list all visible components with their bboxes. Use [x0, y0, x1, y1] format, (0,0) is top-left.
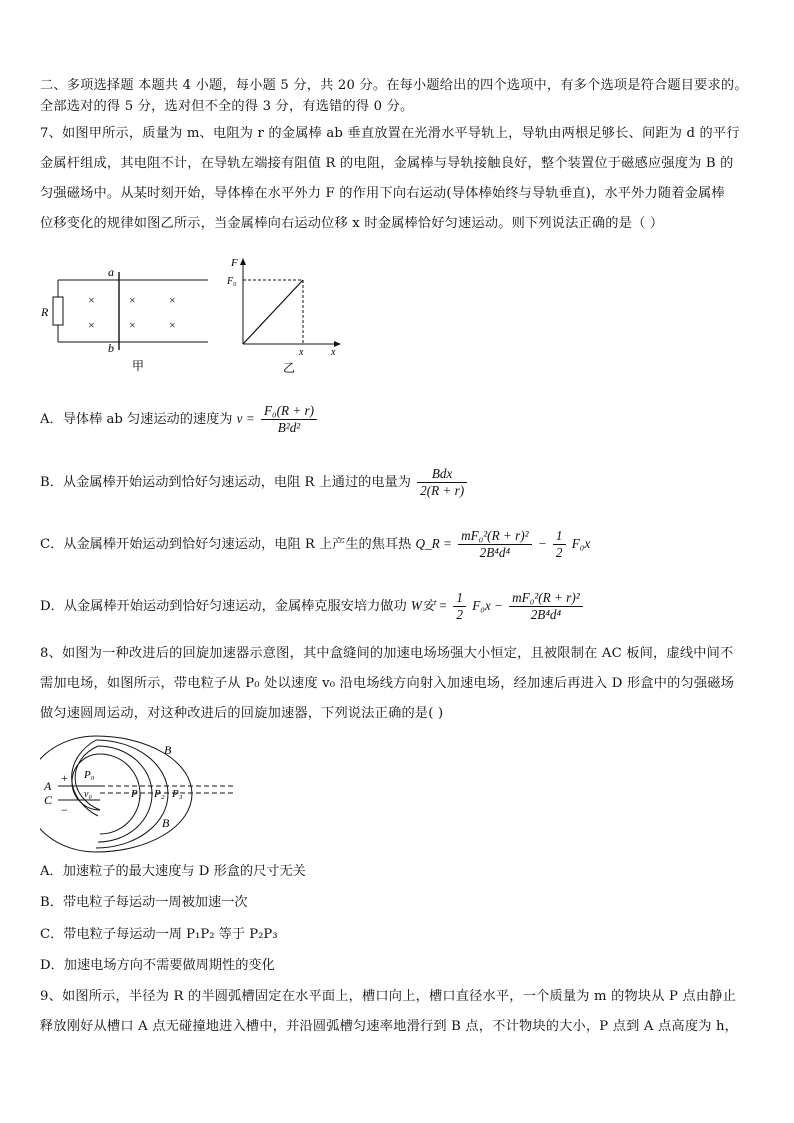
label-P3: P₃ — [172, 788, 183, 800]
q7-stem-line2: 金属杆组成，其电阻不计，在导轨左端接有阻值 R 的电阻，金属棒与导轨接触良好，整个装置位于磁感应强度为 B 的 — [40, 156, 734, 171]
q7-option-D-mid: F₀x − — [472, 598, 503, 613]
force-line — [243, 280, 303, 344]
label-B-top: B — [164, 743, 172, 757]
q7-option-B-denominator: 2(R + r) — [420, 483, 465, 498]
q8-option-B: B．带电粒子每运动一周被加速一次 — [40, 895, 248, 910]
q7-option-A — [40, 403, 319, 436]
section-instructions-line2: 全部选对的得 5 分，选对但不全的得 3 分，有选错的得 0 分。 — [40, 99, 414, 114]
label-B-bottom: B — [162, 816, 170, 830]
label-a: a — [108, 265, 114, 279]
q7-option-C-half-num: 1 — [553, 528, 566, 545]
q7-option-B-text: B．从金属棒开始运动到恰好匀速运动，电阻 R 上通过的电量为 — [40, 475, 411, 490]
q8-option-C: C．带电粒子每运动一周 P₁P₂ 等于 P₂P₃ — [40, 927, 278, 942]
q7-figure-jia — [38, 262, 218, 374]
label-P2: P₂ — [154, 788, 165, 800]
q7-option-A-numerator: F₀(R + r) — [261, 403, 317, 420]
q7-option-C-tail: F₀x — [571, 536, 591, 551]
q7-stem-line4: 位移变化的规律如图乙所示，当金属棒向右运动位移 x 时金属棒恰好匀速运动。则下列说法正确的是（ ） — [40, 216, 664, 231]
caption-jia: 甲 — [132, 359, 145, 373]
label-P1: P₁ — [131, 788, 142, 800]
q8-stem-line2: 需加电场，如图所示，带电粒子从 P₀ 处以速度 v₀ 沿电场线方向射入加速电场，经加速后再进入 D 形盒中的匀强磁场 — [40, 676, 735, 691]
q7-option-D-half-den: 2 — [456, 607, 464, 622]
q7-option-D — [40, 590, 585, 623]
q7-option-A-text: A．导体棒 ab 匀速运动的速度为 — [40, 412, 233, 427]
label-F0: F₀ — [227, 276, 237, 287]
svg-text:×: × — [88, 293, 95, 307]
q7-option-C-text: C．从金属棒开始运动到恰好匀速运动，电阻 R 上产生的焦耳热 — [40, 537, 412, 552]
q7-option-B-numerator: Bdx — [417, 466, 467, 483]
resistor-R — [53, 297, 63, 325]
q7-stem-line1: 7、如图甲所示，质量为 m、电阻为 r 的金属棒 ab 垂直放置在光滑水平导轨上，导轨由两根足够长、间距为 d 的平行 — [40, 126, 740, 141]
q8-option-A: A．加速粒子的最大速度与 D 形盒的尺寸无关 — [40, 864, 306, 879]
q7-option-C-numerator: mF₀²(R + r)² — [458, 528, 532, 545]
q8-stem-line3: 做匀速圆周运动，对这种改进后的回旋加速器，下列说法正确的是( ) — [40, 706, 444, 721]
q7-option-B — [40, 466, 469, 499]
q7-option-C-lhs: Q_R = — [415, 536, 452, 551]
q7-option-C-half-den: 2 — [555, 545, 563, 560]
q8-cyclotron-figure — [40, 732, 240, 860]
q7-option-A-lhs: v = — [236, 411, 255, 426]
q9-stem-line2: 释放刚好从槽口 A 点无碰撞地进入槽中，并沿圆弧槽匀速率地滑行到 B 点，不计物块的大小，P 点到 A 点高度为 h， — [40, 1019, 739, 1034]
q9-stem-line1: 9、如图所示，半径为 R 的半圆弧槽固定在水平面上，槽口向上，槽口直径水平，一个质量为 m 的物块从 P 点由静止 — [40, 989, 737, 1004]
label-P0: P₀ — [84, 769, 95, 781]
label-R: R — [41, 305, 49, 319]
q7-option-D-numerator: mF₀²(R + r)² — [509, 590, 583, 607]
q7-option-D-lhs: W安 = — [410, 598, 448, 613]
q7-figure-yi — [225, 254, 345, 376]
label-x-tick: x — [299, 347, 304, 358]
label-b: b — [108, 341, 114, 355]
svg-text:×: × — [169, 318, 176, 332]
q7-option-A-denominator: B²d² — [277, 420, 301, 435]
orbit-2 — [98, 746, 152, 842]
label-v0: v₀ — [84, 789, 92, 800]
svg-text:×: × — [129, 318, 136, 332]
label-C: C — [44, 793, 53, 807]
svg-text:×: × — [169, 293, 176, 307]
svg-text:×: × — [129, 293, 136, 307]
label-A: A — [44, 779, 52, 793]
axis-label-F: F — [231, 257, 238, 269]
caption-yi: 乙 — [283, 361, 296, 375]
q8-stem-line1: 8、如图为一种改进后的回旋加速器示意图，其中盒缝间的加速电场场强大小恒定，且被限制在 AC 板间，虚线中间不 — [40, 646, 734, 661]
q7-option-D-half-num: 1 — [453, 590, 466, 607]
q7-option-C-denominator: 2B⁴d⁴ — [479, 545, 511, 560]
q7-option-D-denominator: 2B⁴d⁴ — [530, 607, 562, 622]
q7-option-C-minus: − — [537, 536, 547, 551]
svg-text:×: × — [88, 318, 95, 332]
plus-sign: + — [61, 771, 68, 785]
minus-sign: − — [61, 803, 68, 817]
q8-option-D: D．加速电场方向不需要做周期性的变化 — [40, 958, 275, 973]
magnetic-field-crosses — [88, 293, 176, 332]
section-instructions-line1: 二、多项选择题 本题共 4 小题，每小题 5 分，共 20 分。在每小题给出的四个选项中，有多个选项是符合题目要求的。 — [40, 78, 748, 93]
q7-option-D-text: D．从金属棒开始运动到恰好匀速运动，金属棒克服安培力做功 — [40, 599, 407, 614]
q7-stem-line3: 匀强磁场中。从某时刻开始，导体棒在水平外力 F 的作用下向右运动(导体棒始终与导轨垂直)，水平外力随着金属棒 — [40, 186, 725, 201]
q7-option-C — [40, 528, 590, 561]
axis-label-x: x — [331, 347, 336, 358]
